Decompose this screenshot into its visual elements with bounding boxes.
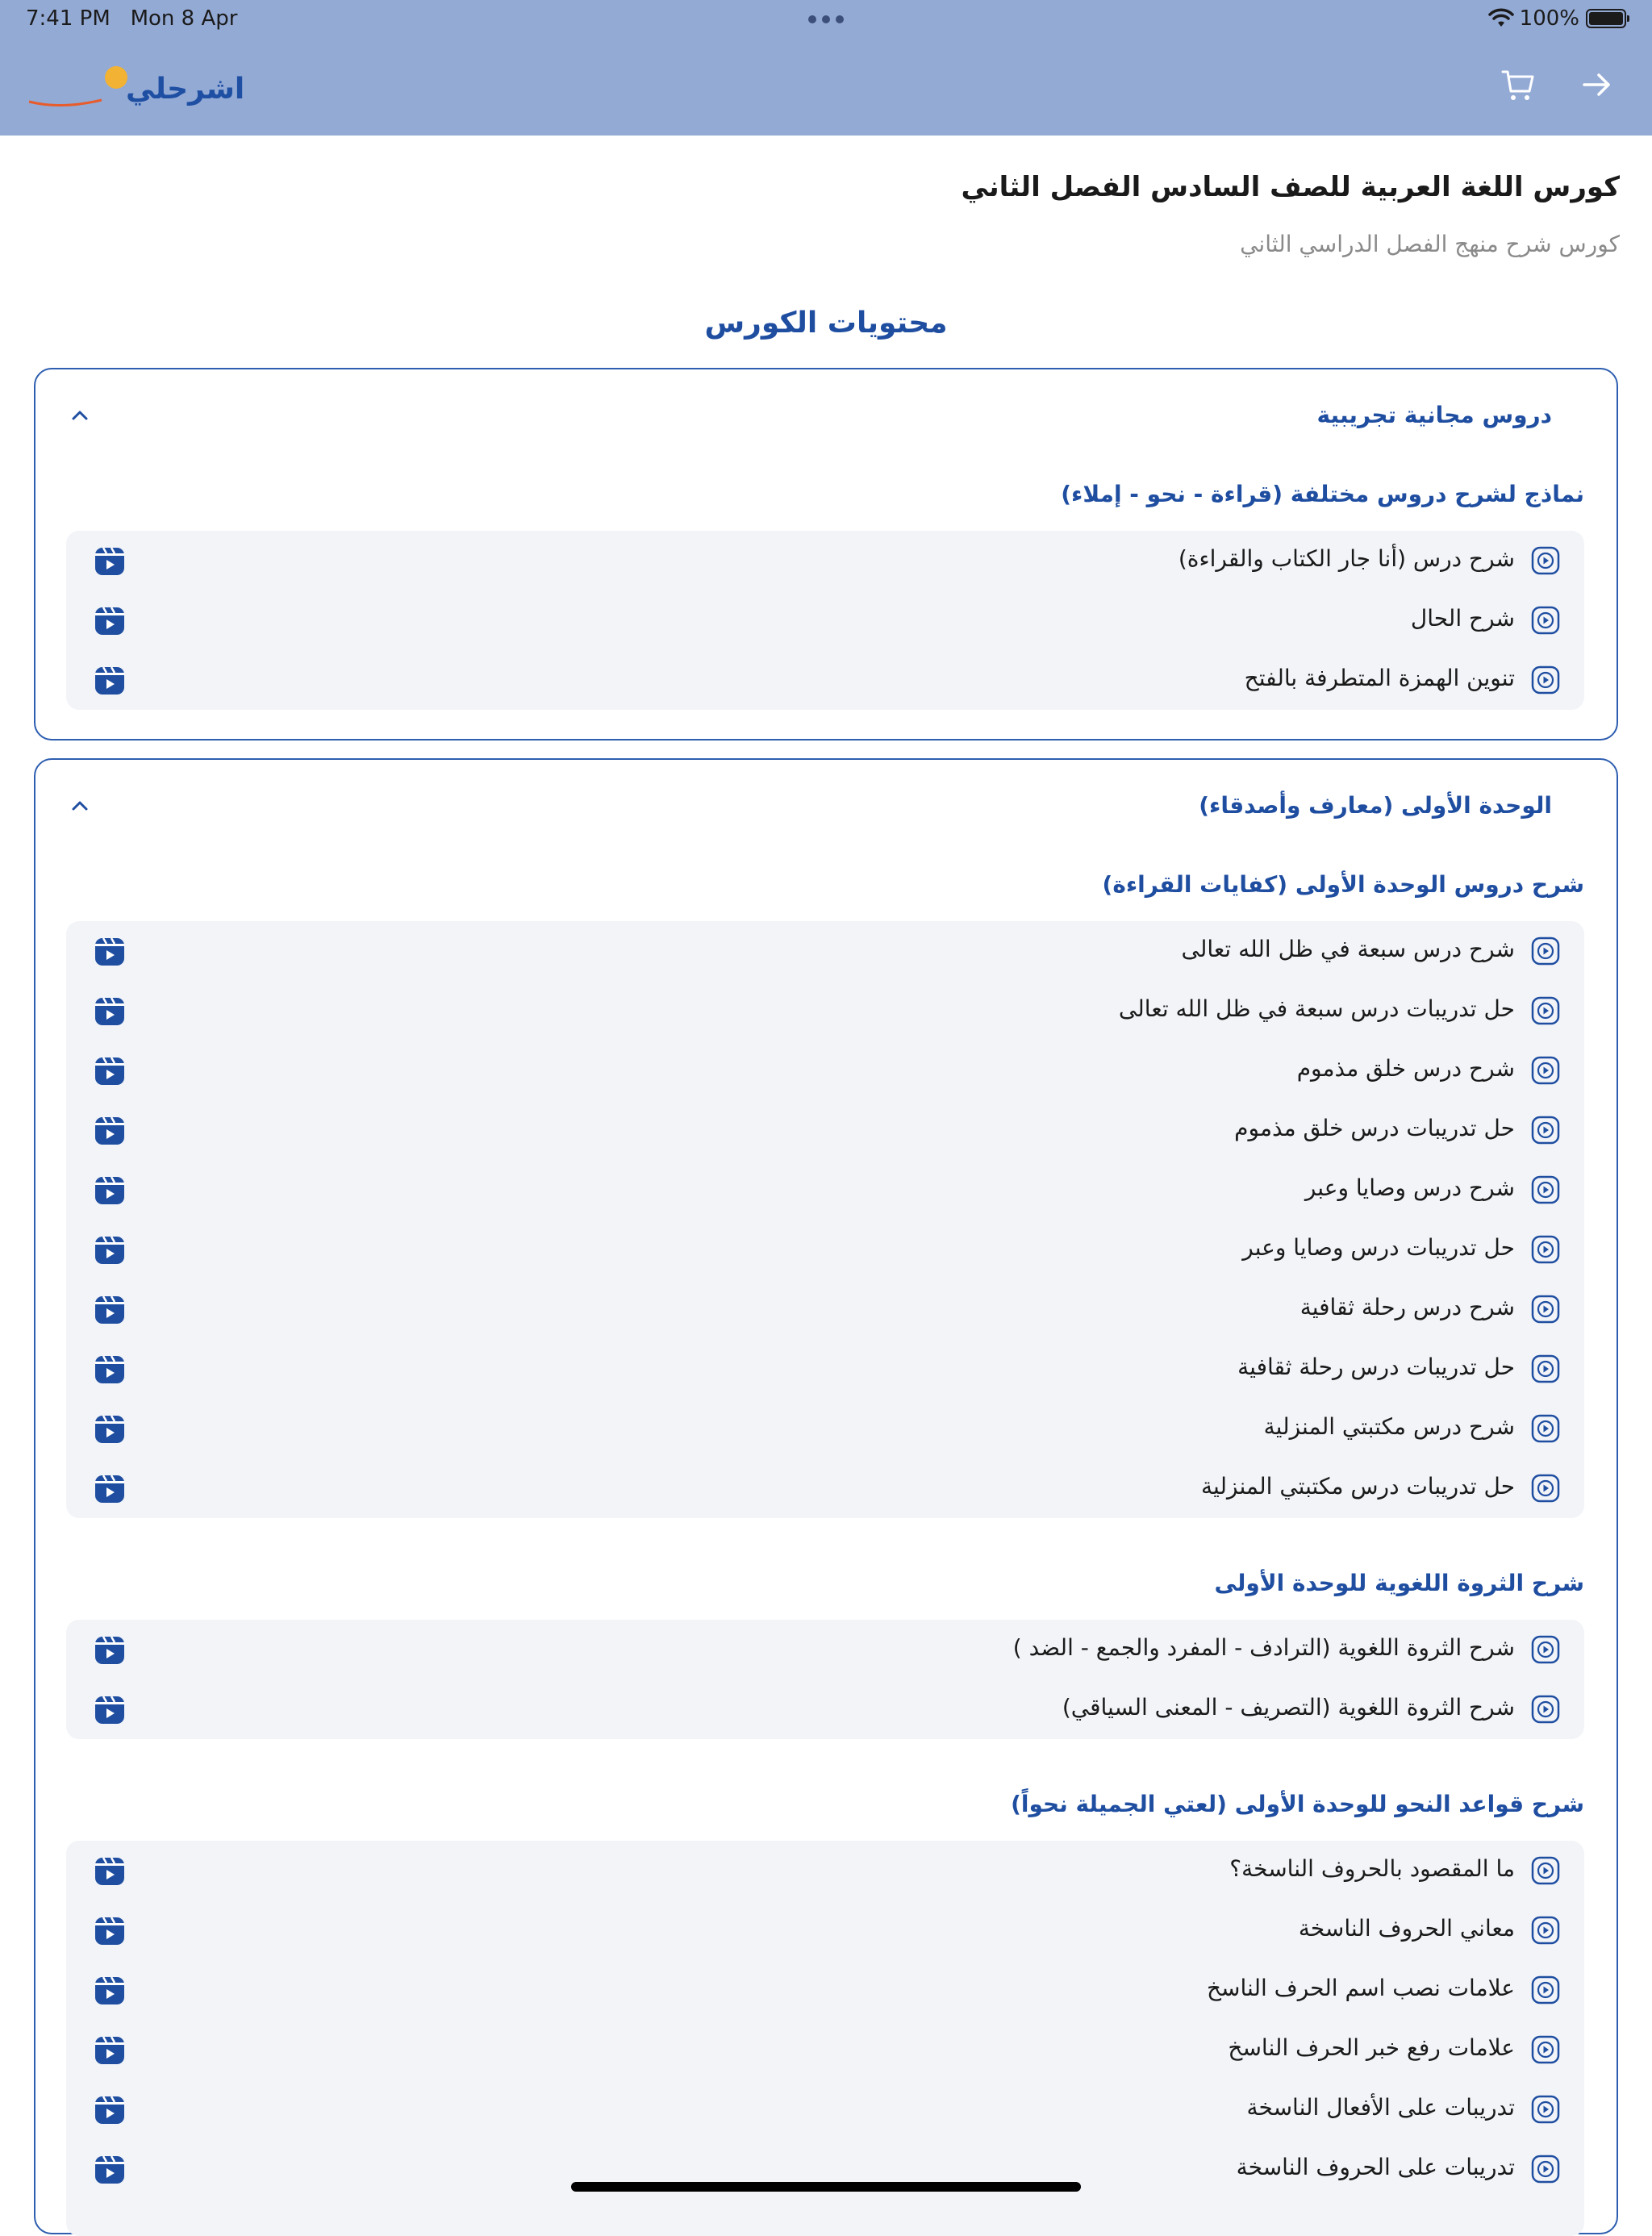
lesson-label: شرح درس (أنا جار الكتاب والقراءة) xyxy=(1178,545,1515,572)
lesson-item[interactable] xyxy=(66,1220,1584,1279)
play-outline-icon xyxy=(1531,2155,1560,2184)
video-reel-icon[interactable] xyxy=(94,1975,126,2007)
lesson-item[interactable] xyxy=(66,1160,1584,1220)
play-outline-icon xyxy=(1531,1695,1560,1724)
play-outline-icon xyxy=(1531,1916,1560,1945)
play-outline-icon xyxy=(1531,1295,1560,1324)
chevron-up-icon[interactable] xyxy=(68,794,92,818)
play-outline-icon xyxy=(1531,2035,1560,2064)
cart-icon[interactable] xyxy=(1500,67,1536,102)
section-title: الوحدة الأولى (معارف وأصدقاء) xyxy=(1199,792,1552,819)
group-title: نماذج لشرح دروس مختلفة (قراءة - نحو - إملاء) xyxy=(1061,481,1584,507)
course-subtitle: كورس شرح منهج الفصل الدراسي الثاني xyxy=(1240,231,1620,257)
lesson-item[interactable] xyxy=(66,1679,1584,1739)
course-title: كورس اللغة العربية للصف السادس الفصل الثاني xyxy=(961,171,1620,203)
lesson-list xyxy=(66,1620,1584,1739)
lesson-label: حل تدريبات درس رحلة ثقافية xyxy=(1237,1354,1515,1380)
lesson-item[interactable] xyxy=(66,1339,1584,1399)
section-unit-one xyxy=(34,758,1618,2234)
play-outline-icon xyxy=(1531,546,1560,575)
logo-text: اشرحلي xyxy=(126,73,245,106)
status-time xyxy=(26,6,237,31)
lesson-label: حل تدريبات درس مكتبتي المنزلية xyxy=(1201,1473,1515,1500)
lesson-item[interactable] xyxy=(66,531,1584,590)
section-free-lessons xyxy=(34,368,1618,740)
play-outline-icon xyxy=(1531,606,1560,635)
lesson-label: شرح الثروة اللغوية (الترادف - المفرد والجمع - الضد ) xyxy=(1012,1634,1515,1661)
lesson-label: شرح درس وصايا وعبر xyxy=(1304,1174,1515,1201)
play-outline-icon xyxy=(1531,937,1560,966)
play-outline-icon xyxy=(1531,1056,1560,1085)
battery-percent: 100% xyxy=(1519,6,1579,31)
section-header[interactable] xyxy=(35,369,1617,463)
lesson-item[interactable] xyxy=(66,921,1584,981)
video-reel-icon[interactable] xyxy=(94,1115,126,1147)
video-reel-icon[interactable] xyxy=(94,1294,126,1326)
video-reel-icon[interactable] xyxy=(94,1174,126,1207)
video-reel-icon[interactable] xyxy=(94,605,126,637)
lesson-label: حل تدريبات درس وصايا وعبر xyxy=(1242,1234,1515,1261)
play-outline-icon xyxy=(1531,1235,1560,1264)
video-reel-icon[interactable] xyxy=(94,545,126,578)
video-reel-icon[interactable] xyxy=(94,936,126,968)
video-reel-icon[interactable] xyxy=(94,1473,126,1505)
lesson-label: شرح الحال xyxy=(1410,605,1515,632)
contents-heading: محتويات الكورس xyxy=(704,307,948,340)
play-outline-icon xyxy=(1531,665,1560,695)
play-outline-icon xyxy=(1531,1175,1560,1204)
play-outline-icon xyxy=(1531,1116,1560,1145)
lesson-list xyxy=(66,921,1584,1518)
multitasking-dots-icon[interactable] xyxy=(808,15,844,23)
video-reel-icon[interactable] xyxy=(94,1234,126,1266)
video-reel-icon[interactable] xyxy=(94,1694,126,1726)
chevron-up-icon[interactable] xyxy=(68,403,92,428)
lesson-label: شرح درس مكتبتي المنزلية xyxy=(1263,1413,1515,1440)
lesson-item[interactable] xyxy=(66,1100,1584,1160)
lesson-item[interactable] xyxy=(66,2080,1584,2139)
group-title: شرح قواعد النحو للوحدة الأولى (لعتي الجميلة نحواً) xyxy=(1011,1791,1584,1817)
play-outline-icon xyxy=(1531,1856,1560,1885)
lesson-label: تدريبات على الحروف الناسخة xyxy=(1236,2154,1515,2180)
video-reel-icon[interactable] xyxy=(94,1055,126,1087)
logo[interactable] xyxy=(13,63,245,111)
group-title: شرح الثروة اللغوية للوحدة الأولى xyxy=(1214,1570,1584,1596)
play-outline-icon xyxy=(1531,1354,1560,1383)
group-title: شرح دروس الوحدة الأولى (كفايات القراءة) xyxy=(1102,871,1584,898)
lesson-label: علامات نصب اسم الحرف الناسخ xyxy=(1206,1975,1515,2001)
play-outline-icon xyxy=(1531,1635,1560,1664)
video-reel-icon[interactable] xyxy=(94,1915,126,1947)
video-reel-icon[interactable] xyxy=(94,665,126,697)
video-reel-icon[interactable] xyxy=(94,1354,126,1386)
back-arrow-icon[interactable] xyxy=(1581,69,1613,101)
lesson-label: شرح درس رحلة ثقافية xyxy=(1299,1294,1515,1320)
wifi-icon xyxy=(1489,9,1513,28)
lesson-item[interactable] xyxy=(66,2020,1584,2080)
video-reel-icon[interactable] xyxy=(94,995,126,1028)
lesson-item[interactable] xyxy=(66,1620,1584,1679)
lesson-label: حل تدريبات درس خلق مذموم xyxy=(1234,1115,1515,1141)
video-reel-icon[interactable] xyxy=(94,2034,126,2067)
lesson-label: حل تدريبات درس سبعة في ظل الله تعالى xyxy=(1118,995,1515,1022)
video-reel-icon[interactable] xyxy=(94,1855,126,1888)
lesson-label: علامات رفع خبر الحرف الناسخ xyxy=(1228,2034,1515,2061)
lesson-item[interactable] xyxy=(66,1279,1584,1339)
play-outline-icon xyxy=(1531,1975,1560,2004)
section-title: دروس مجانية تجريبية xyxy=(1316,402,1552,428)
lesson-label: شرح درس سبعة في ظل الله تعالى xyxy=(1181,936,1515,962)
play-outline-icon xyxy=(1531,2095,1560,2124)
video-reel-icon[interactable] xyxy=(94,2154,126,2186)
lesson-label: تنوين الهمزة المتطرفة بالفتح xyxy=(1244,665,1515,691)
play-outline-icon xyxy=(1531,1414,1560,1443)
lesson-list xyxy=(66,1841,1584,2236)
lesson-item[interactable] xyxy=(66,1841,1584,1900)
lesson-item[interactable] xyxy=(66,1458,1584,1518)
status-right xyxy=(1489,6,1626,31)
lesson-item[interactable] xyxy=(66,1960,1584,2020)
video-reel-icon[interactable] xyxy=(94,2094,126,2126)
top-bar xyxy=(0,0,1652,136)
video-reel-icon[interactable] xyxy=(94,1634,126,1667)
lesson-item[interactable] xyxy=(66,981,1584,1041)
status-date: Mon 8 Apr xyxy=(130,6,238,31)
lesson-label: تدريبات على الأفعال الناسخة xyxy=(1246,2094,1515,2121)
lesson-item[interactable] xyxy=(66,590,1584,650)
lesson-label: شرح الثروة اللغوية (التصريف - المعنى السياقي) xyxy=(1062,1694,1515,1721)
play-outline-icon xyxy=(1531,1474,1560,1503)
section-header[interactable] xyxy=(35,760,1617,853)
video-reel-icon[interactable] xyxy=(94,1413,126,1445)
lesson-label: ما المقصود بالحروف الناسخة؟ xyxy=(1229,1855,1515,1882)
lesson-item[interactable] xyxy=(66,650,1584,710)
lesson-label: معاني الحروف الناسخة xyxy=(1298,1915,1515,1942)
battery-icon xyxy=(1586,9,1626,28)
play-outline-icon xyxy=(1531,996,1560,1025)
lesson-item[interactable] xyxy=(66,1399,1584,1458)
lesson-item[interactable] xyxy=(66,1041,1584,1100)
status-clock: 7:41 PM xyxy=(26,6,111,31)
lesson-label: شرح درس خلق مذموم xyxy=(1296,1055,1515,1082)
lesson-item[interactable] xyxy=(66,1900,1584,1960)
home-indicator[interactable] xyxy=(571,2182,1081,2192)
lesson-list xyxy=(66,531,1584,710)
